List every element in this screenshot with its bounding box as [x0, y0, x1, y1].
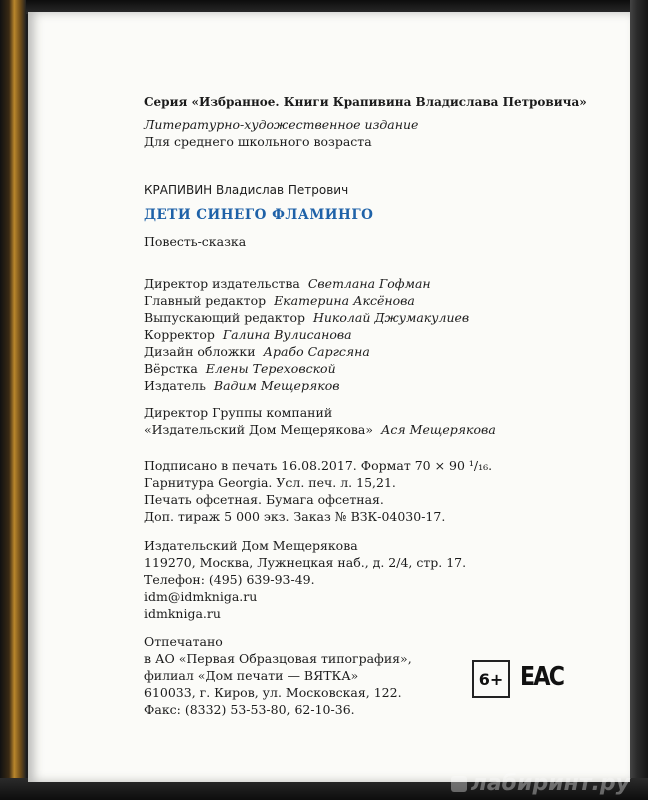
credit-line — [144, 293, 415, 309]
age-rating-badge: 6+ — [472, 660, 510, 698]
credit-role: Дизайн обложки — [144, 344, 256, 359]
group-director-name: Ася Мещерякова — [380, 422, 496, 437]
print-info-line: Гарнитура Georgia. Усл. печ. л. 15,21. — [144, 475, 396, 490]
publisher-website: idmkniga.ru — [144, 606, 221, 621]
printer-info-line: в АО «Первая Образцовая типография», — [144, 651, 412, 666]
credit-line — [144, 378, 340, 394]
credit-role: Выпускающий редактор — [144, 310, 306, 325]
book-cover-right — [630, 0, 648, 800]
print-info-line: Печать офсетная. Бумага офсетная. — [144, 492, 384, 507]
credit-name: Арабо Саргсяна — [263, 344, 370, 359]
credit-line — [144, 310, 469, 326]
publisher-phone: Телефон: (495) 639-93-49. — [144, 572, 315, 587]
book-spine-left — [0, 0, 26, 800]
edition-type: Литературно-художественное издание — [144, 117, 419, 132]
credit-role: Директор издательства — [144, 276, 300, 291]
credit-role: Вёрстка — [144, 361, 198, 376]
watermark-text: лабиринт.ру — [470, 771, 630, 796]
credit-name: Светлана Гофман — [307, 276, 431, 291]
publisher-name: Издательский Дом Мещерякова — [144, 538, 358, 553]
credit-name: Вадим Мещеряков — [213, 378, 340, 393]
group-director-title: Директор Группы компаний — [144, 405, 333, 420]
age-group: Для среднего школьного возраста — [144, 134, 372, 149]
book-title: ДЕТИ СИНЕГО ФЛАМИНГО — [144, 207, 374, 223]
author: КРАПИВИН Владислав Петрович — [144, 183, 349, 197]
publisher-address: 119270, Москва, Лужнецкая наб., д. 2/4, стр. 17. — [144, 555, 467, 570]
credit-line — [144, 276, 431, 292]
group-director-line — [144, 422, 496, 438]
printer-info-line: 610033, г. Киров, ул. Московская, 122. — [144, 685, 402, 700]
credit-name: Галина Вулисанова — [222, 327, 352, 342]
publisher-email: idm@idmkniga.ru — [144, 589, 258, 604]
print-info-line: Подписано в печать 16.08.2017. Формат 70 × 90 ¹/₁₆. — [144, 458, 493, 473]
credit-name: Николай Джумакулиев — [312, 310, 470, 325]
credit-name: Елены Тереховской — [205, 361, 336, 376]
credit-name: Екатерина Аксёнова — [274, 293, 415, 308]
labirint-logo-icon — [451, 776, 467, 792]
printer-info-line: филиал «Дом печати — ВЯТКА» — [144, 668, 359, 683]
credit-line — [144, 344, 370, 360]
credit-role: Главный редактор — [144, 293, 267, 308]
credit-line — [144, 361, 336, 377]
genre: Повесть-сказка — [144, 234, 247, 249]
printer-info-line: Факс: (8332) 53-53-80, 62-10-36. — [144, 702, 355, 717]
credit-line — [144, 327, 352, 343]
series-line: Серия «Избранное. Книги Крапивина Владислава Петровича» — [144, 95, 587, 109]
credit-role: Корректор — [144, 327, 215, 342]
eac-mark: EAC — [520, 662, 564, 692]
print-info-line: Доп. тираж 5 000 экз. Заказ № ВЗК-04030-17. — [144, 509, 446, 524]
watermark — [451, 771, 630, 796]
printer-info-line: Отпечатано — [144, 634, 223, 649]
credit-role: Издатель — [144, 378, 206, 393]
imprint-page — [28, 12, 630, 782]
group-director-org: «Издательский Дом Мещерякова» — [144, 422, 373, 437]
